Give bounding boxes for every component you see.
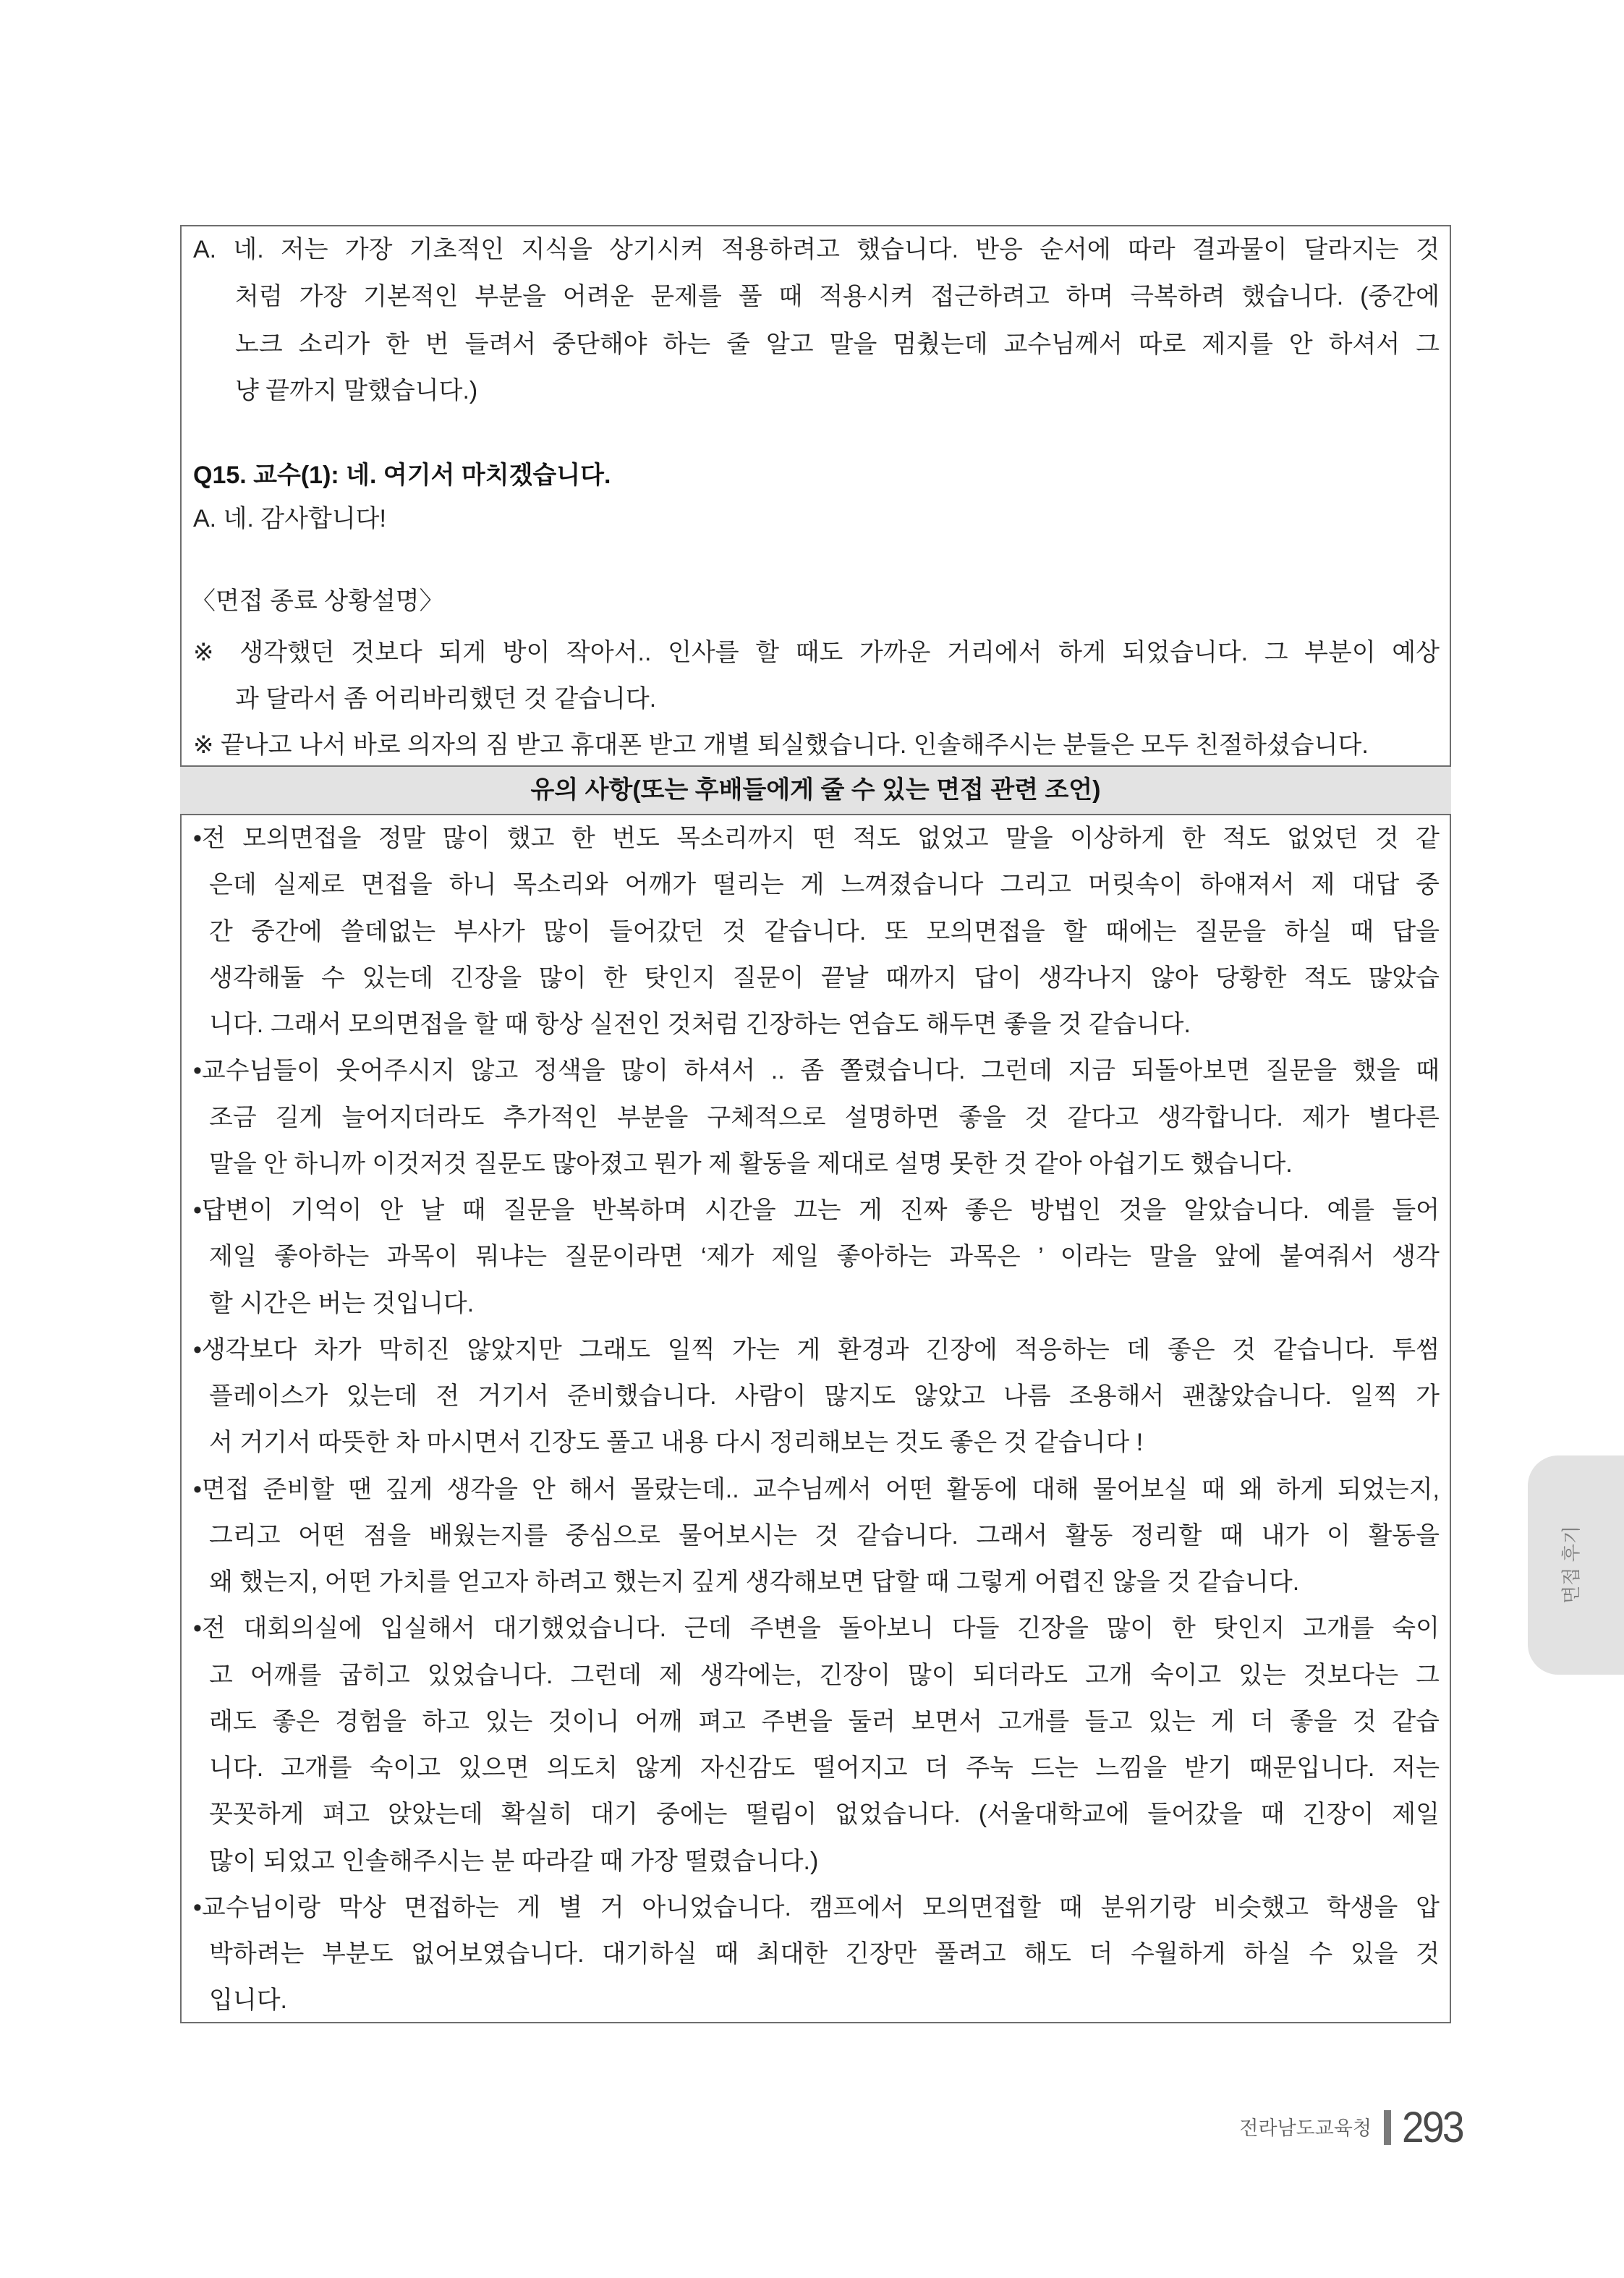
advice-line: 박하려는 부분도 없어보였습니다. 대기하실 때 최대한 긴장만 풀려고 해도 더 수월하게 하실 수 있을 것 bbox=[209, 1940, 1440, 1968]
advice-line: 생각해둘 수 있는데 긴장을 많이 한 탓인지 질문이 끝날 때까지 답이 생각나지 않아 당황한 적도 많았습 bbox=[209, 964, 1440, 992]
closing-note-line: 과 달라서 좀 어리바리했던 것 같습니다. bbox=[235, 685, 657, 713]
advice-line: 왜 했는지, 어떤 가치를 얻고자 하려고 했는지 깊게 생각해보면 답할 때 그렇게 어렵진 않을 것 같습니다. bbox=[209, 1568, 1300, 1596]
advice-line: 플레이스가 있는데 전 거기서 준비했습니다. 사람이 많지도 않았고 나름 조용해서 괜찮았습니다. 일찍 가 bbox=[209, 1382, 1440, 1410]
advice-line: 래도 좋은 경험을 하고 있는 것이니 어깨 펴고 주변을 둘러 보면서 고개를 들고 있는 게 더 좋을 것 같습 bbox=[209, 1707, 1440, 1735]
advice-line: 은데 실제로 면접을 하니 목소리와 어깨가 떨리는 게 느껴졌습니다 그리고 머릿속이 하얘져서 제 대답 중 bbox=[209, 871, 1440, 899]
advice-line: 고 어깨를 굽히고 있었습니다. 그런데 제 생각에는, 긴장이 많이 되더라도 고개 숙이고 있는 것보다는 그 bbox=[209, 1661, 1440, 1689]
chapter-side-tab bbox=[1528, 1455, 1624, 1675]
advice-item bbox=[193, 1884, 1440, 2024]
advice-line: 니다. 그래서 모의면접을 할 때 항상 실전인 것처럼 긴장하는 연습도 해두면 좋을 것 같습니다. bbox=[209, 1011, 1191, 1038]
answer-14-line: A. 네. 저는 가장 기초적인 지식을 상기시켜 적용하려고 했습니다. 반응 순서에 따라 결과물이 달라지는 것 bbox=[193, 236, 1440, 263]
advice-line: 조금 길게 늘어지더라도 추가적인 부분을 구체적으로 설명하면 좋을 것 같다고 생각합니다. 제가 별다른 bbox=[209, 1103, 1440, 1131]
advice-line: •교수님이랑 막상 면접하는 게 별 거 아니었습니다. 캠프에서 모의면접할 때 분위기랑 비슷했고 학생을 압 bbox=[193, 1893, 1440, 1921]
advice-line: •전 대회의실에 입실해서 대기했었습니다. 근데 주변을 돌아보니 다들 긴장을 많이 한 탓인지 고개를 숙이 bbox=[193, 1615, 1440, 1643]
answer-14-line: 노크 소리가 한 번 들려서 중단해야 하는 줄 알고 말을 멈췄는데 교수님께서 따로 제지를 안 하셔서 그 bbox=[235, 331, 1440, 358]
closing-note-line: ※ 생각했던 것보다 되게 방이 작아서.. 인사를 할 때도 가까운 거리에서 하게 되었습니다. 그 부분이 예상 bbox=[193, 639, 1440, 666]
advice-item bbox=[193, 1047, 1440, 1187]
footer-divider bbox=[1384, 2110, 1391, 2145]
advice-line: 입니다. bbox=[209, 1986, 287, 2015]
answer-14-line: 처럼 가장 기본적인 부분을 어려운 문제를 풀 때 적용시켜 접근하려고 하며 극복하려 했습니다. (중간에 bbox=[235, 283, 1440, 310]
advice-line: 간 중간에 쓸데없는 부사가 많이 들어갔던 것 같습니다. 또 모의면접을 할 때에는 질문을 하실 때 답을 bbox=[209, 917, 1440, 945]
advice-line: 제일 좋아하는 과목이 뭐냐는 질문이라면 ‘제가 제일 좋아하는 과목은 ’ 이라는 말을 앞에 붙여줘서 생각 bbox=[209, 1243, 1440, 1271]
advice-line: 그리고 어떤 점을 배웠는지를 중심으로 물어보시는 것 같습니다. 그래서 활동 정리할 때 내가 이 활동을 bbox=[209, 1521, 1440, 1550]
closing-heading: 〈면접 종료 상황설명〉 bbox=[191, 587, 444, 615]
advice-line: •전 모의면접을 정말 많이 했고 한 번도 목소리까지 떤 적도 없었고 말을 이상하게 한 적도 없었던 것 같 bbox=[193, 825, 1440, 852]
advice-line: •교수님들이 웃어주시지 않고 정색을 많이 하셔서 .. 좀 쫄렸습니다. 그런데 지금 되돌아보면 질문을 했을 때 bbox=[193, 1057, 1440, 1085]
advice-line: •생각보다 차가 막히진 않았지만 그래도 일찍 가는 게 환경과 긴장에 적응하는 데 좋은 것 같습니다. 투썸 bbox=[193, 1335, 1440, 1364]
answer-15: A. 네. 감사합니다! bbox=[193, 505, 386, 532]
advice-line: 말을 안 하니까 이것저것 질문도 많아졌고 뭔가 제 활동을 제대로 설명 못한 것 같아 아쉽기도 했습니다. bbox=[209, 1149, 1293, 1178]
page-number: 293 bbox=[1402, 2103, 1463, 2151]
advice-line: •답변이 기억이 안 날 때 질문을 반복하며 시간을 끄는 게 진짜 좋은 방법인 것을 알았습니다. 예를 들어 bbox=[193, 1197, 1440, 1224]
advice-line: •면접 준비할 땐 깊게 생각을 안 해서 몰랐는데.. 교수님께서 어떤 활동에 대해 물어보실 때 왜 하게 되었는지, bbox=[193, 1475, 1440, 1503]
advice-line: 많이 되었고 인솔해주시는 분 따라갈 때 가장 떨렸습니다.) bbox=[209, 1847, 819, 1875]
advice-list bbox=[193, 815, 1440, 2024]
answer-14-line: 냥 끝까지 말했습니다.) bbox=[235, 377, 478, 404]
advice-line: 할 시간은 버는 것입니다. bbox=[209, 1289, 475, 1317]
advice-line: 니다. 고개를 숙이고 있으면 의도치 않게 자신감도 떨어지고 더 주눅 드는 느낌을 받기 때문입니다. 저는 bbox=[209, 1754, 1440, 1782]
question-15: Q15. 교수(1): 네. 여기서 마치겠습니다. bbox=[193, 462, 611, 489]
advice-item bbox=[193, 1466, 1440, 1606]
advice-header: 유의 사항(또는 후배들에게 줄 수 있는 면접 관련 조언) bbox=[180, 765, 1451, 815]
closing-note-line: ※ 끝나고 나서 바로 의자의 짐 받고 휴대폰 받고 개별 퇴실했습니다. 인솔해주시는 분들은 모두 친절하셨습니다. bbox=[193, 731, 1369, 759]
advice-item bbox=[193, 815, 1440, 1047]
advice-line: 서 거기서 따뜻한 차 마시면서 긴장도 풀고 내용 다시 정리해보는 것도 좋은 것 같습니다 ! bbox=[209, 1429, 1144, 1457]
chapter-tab-label: 면접 후기 bbox=[1560, 1526, 1582, 1604]
advice-line: 꼿꼿하게 펴고 앉았는데 확실히 대기 중에는 떨림이 없었습니다. (서울대학교에 들어갔을 때 긴장이 제일 bbox=[209, 1801, 1440, 1829]
publisher-name: 전라남도교육청 bbox=[1239, 2117, 1372, 2139]
advice-item bbox=[193, 1605, 1440, 1884]
advice-item bbox=[193, 1327, 1440, 1466]
advice-item bbox=[193, 1187, 1440, 1327]
